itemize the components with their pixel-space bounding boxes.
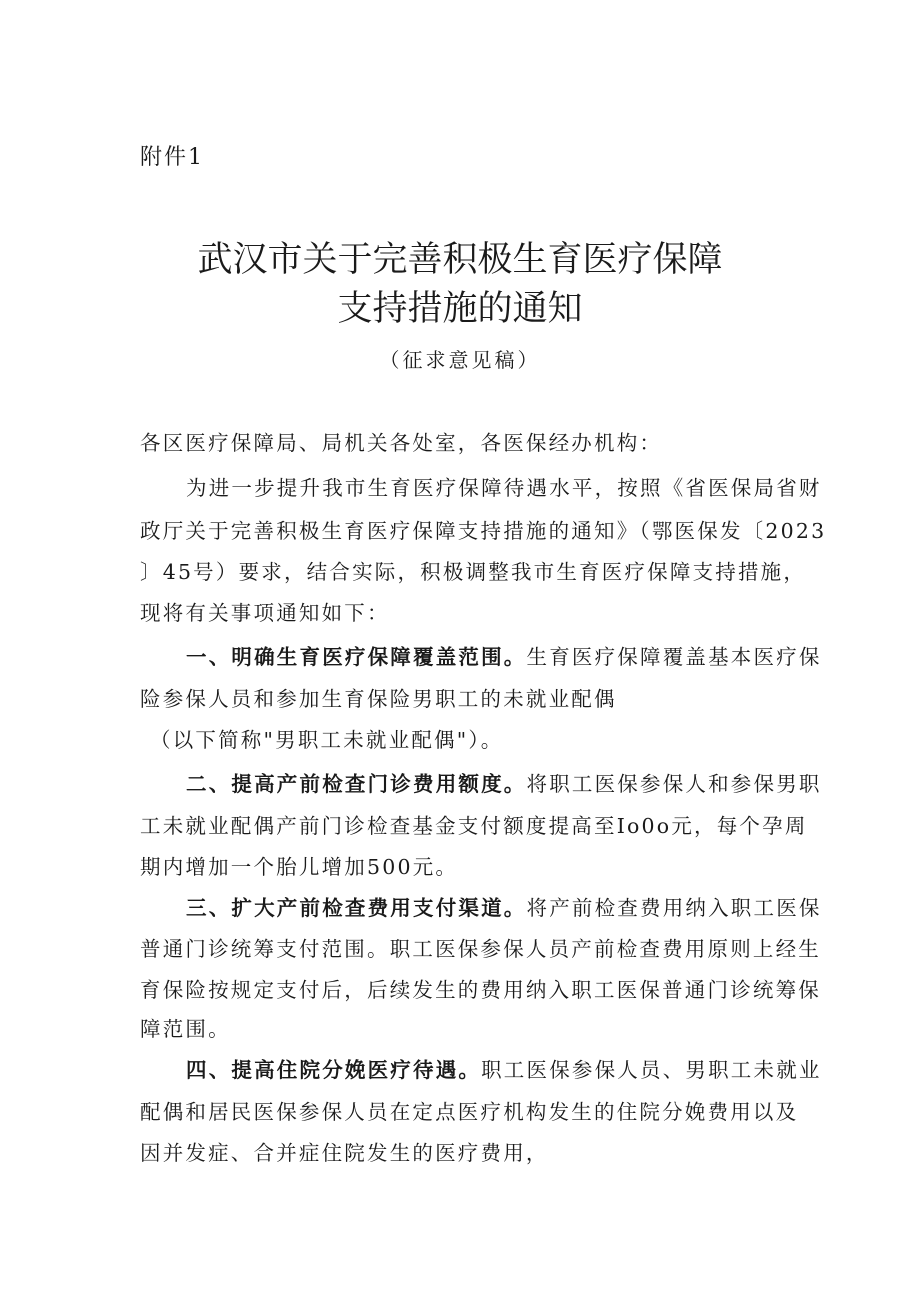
section3-line-2: 普通门诊统筹支付范围。职工医保参保人员产前检查费用原则上经生 (140, 937, 821, 961)
section2-line-2: 工未就业配偶产前门诊检查基金支付额度提高至Io0o元，每个孕周 (140, 814, 808, 838)
section4-heading: 四、提高住院分娩医疗待遇。 (186, 1058, 482, 1082)
section4-line-1 (186, 1055, 822, 1085)
section1-heading: 一、明确生育医疗保障覆盖范围。 (186, 645, 527, 669)
section2-heading: 二、提高产前检查门诊费用额度。 (186, 772, 527, 796)
salutation: 各区医疗保障局、局机关各处室，各医保经办机构： (140, 431, 663, 455)
section3-line-1 (186, 893, 822, 923)
section4-text: 职工医保参保人员、男职工未就业 (481, 1058, 822, 1082)
intro-line-2: 政厅关于完善积极生育医疗保障支持措施的通知》（鄂医保发〔2023 (140, 519, 827, 543)
section3-line-4: 障范围。 (140, 1017, 231, 1041)
section1-text: 生育医疗保障覆盖基本医疗保 (526, 645, 822, 669)
document-title-line-2: 支持措施的通知 (337, 289, 583, 329)
intro-line-3: 〕45号）要求，结合实际，积极调整我市生育医疗保障支持措施， (140, 560, 807, 584)
section4-line-2: 配偶和居民医保参保人员在定点医疗机构发生的住院分娩费用以及 (140, 1100, 799, 1124)
section3-text: 将产前检查费用纳入职工医保 (526, 896, 822, 920)
attachment-label: 附件1 (140, 145, 204, 170)
section2-text: 将职工医保参保人和参保男职 (526, 772, 822, 796)
draft-subtitle: （征求意见稿） (379, 348, 541, 372)
document-title-line-1: 武汉市关于完善积极生育医疗保障 (197, 240, 723, 280)
section2-line-1 (186, 769, 822, 799)
section3-heading: 三、扩大产前检查费用支付渠道。 (186, 896, 527, 920)
section3-line-3: 育保险按规定支付后，后续发生的费用纳入职工医保普通门诊统筹保 (140, 978, 821, 1002)
section1-line-2: 险参保人员和参加生育保险男职工的未就业配偶 (140, 687, 617, 711)
section1-line-1 (186, 642, 822, 672)
section1-line-3: （以下简称"男职工未就业配偶"）。 (150, 728, 504, 752)
section4-line-3: 因并发症、合并症住院发生的医疗费用， (140, 1141, 549, 1165)
intro-line-4: 现将有关事项通知如下： (140, 601, 390, 625)
intro-line-1: 为进一步提升我市生育医疗保障待遇水平，按照《省医保局省财 (186, 476, 822, 500)
section2-line-3: 期内增加一个胎儿增加500元。 (140, 855, 459, 879)
